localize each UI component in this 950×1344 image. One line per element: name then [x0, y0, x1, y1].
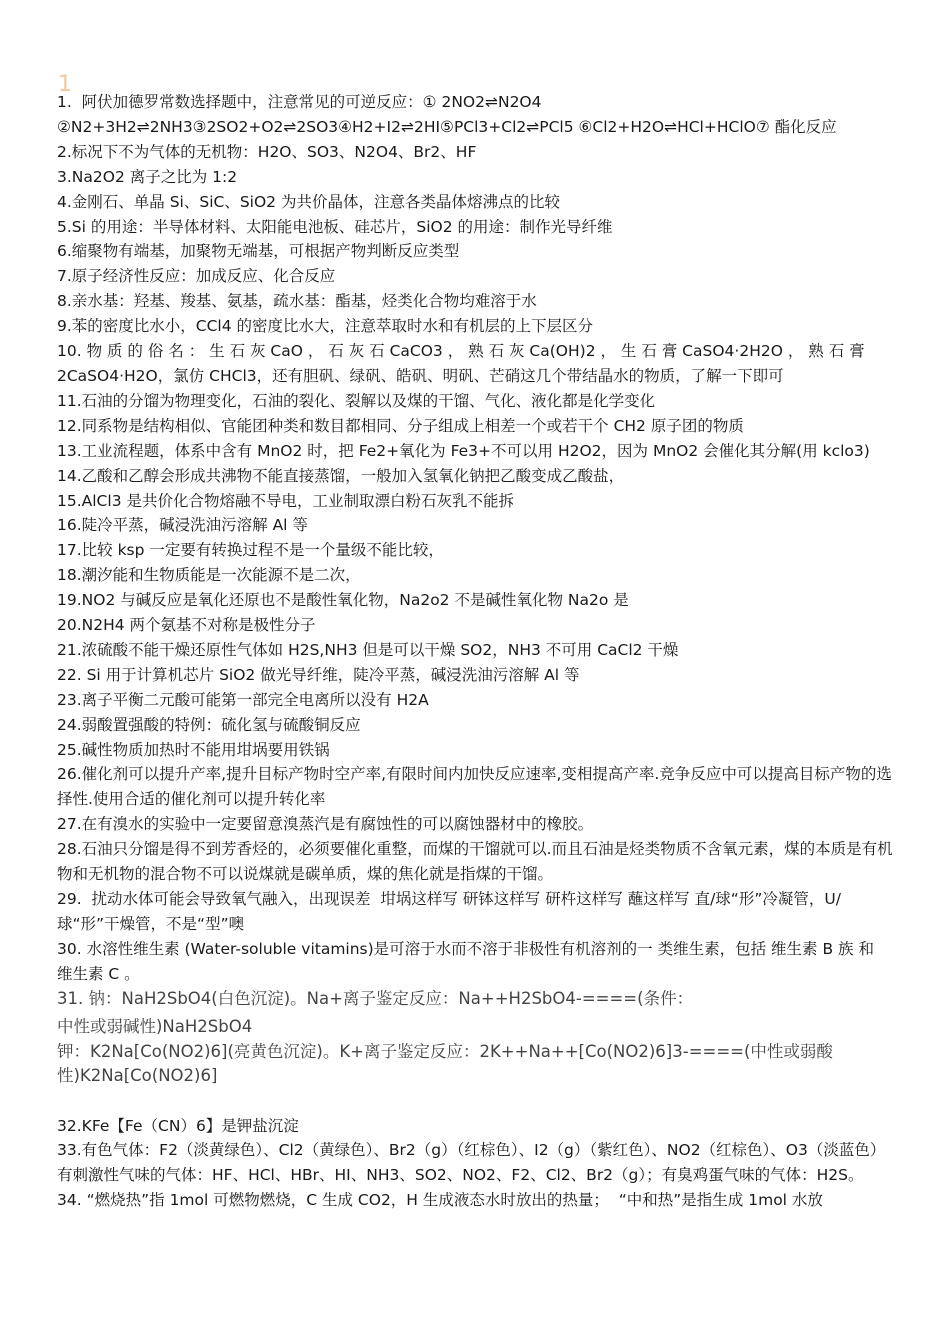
list-item: 31. 钠：NaH2SbO4(白色沉淀)。Na+离子鉴定反应：Na++H2SbO4-====(条件：	[57, 988, 694, 1008]
list-item: 3.Na2O2 离子之比为 1:2	[57, 167, 238, 186]
list-item: 14.乙酸和乙醇会形成共沸物不能直接蒸馏，一般加入氢氧化钠把乙酸变成乙酸盐，	[57, 466, 625, 485]
page-number-mark: 1	[58, 72, 72, 97]
list-item: 钾：K2Na[Co(NO2)6](亮黄色沉淀)。K+离子鉴定反应：2K++Na++[Co(NO2)6]3-====(中性或弱酸性)K2Na[Co(NO2)6]	[57, 1041, 833, 1086]
list-item: 11.石油的分馏为物理变化，石油的裂化、裂解以及煤的干馏、气化、液化都是化学变化	[57, 391, 656, 410]
list-item: 6.缩聚物有端基，加聚物无端基，可根据产物判断反应类型	[57, 242, 460, 261]
list-item: 7.原子经济性反应：加成反应、化合反应	[57, 267, 336, 286]
list-item: 9.苯的密度比水小，CCl4 的密度比水大，注意萃取时水和有机层的上下层区分	[57, 317, 594, 336]
list-item: 18.潮汐能和生物质能是一次能源不是二次，	[57, 566, 361, 585]
list-item: 28.石油只分馏是得不到芳香烃的，必须要催化重整，而煤的干馏就可以.而且石油是烃类物质不含氧元素，煤的本质是有机物和无机物的混合物不可以说煤就是碳单质，煤的焦化就是指煤的干馏。	[57, 840, 893, 884]
notes-list	[57, 90, 893, 1213]
list-item: 33.有色气体：F2（淡黄绿色）、Cl2（黄绿色）、Br2（g）（红棕色）、I2（g）（紫红色）、NO2（红棕色）、O3（淡蓝色）有刺激性气味的气体：HF、HCl、HBr、HI、NH3、SO2、NO2、F2、Cl2、Br2（g）；有臭鸡蛋气味的气体：H2S。	[57, 1141, 886, 1185]
list-item: 10. 物 质 的 俗 名 ： 生 石 灰 CaO ， 石 灰 石 CaCO3 ， 熟 石 灰 Ca(OH)2 ， 生 石 膏 CaSO4·2H2O ， 熟 石 膏 2CaSO4·H2O，氯仿 CHCl3，还有胆矾、绿矾、皓矾、明矾、芒硝这几个带结晶水的物质，了解一下即可	[57, 342, 870, 385]
list-item: 30. 水溶性维生素 (Water-soluble vitamins)是可溶于水而不溶于非极性有机溶剂的一 类维生素，包括 维生素 B 族 和 维生素 C 。	[57, 939, 879, 983]
list-item: 22. Si 用于计算机芯片 SiO2 做光导纤维，陡冷平蒸，碱浸洗油污溶解 Al 等	[57, 665, 580, 684]
list-item: 24.弱酸置强酸的特例：硫化氢与硫酸铜反应	[57, 715, 361, 734]
list-item: 34. “燃烧热”指 1mol 可燃物燃烧，C 生成 CO2，H 生成液态水时放出的热量； “中和热”是指生成 1mol 水放	[57, 1191, 823, 1210]
list-item: 15.AlCl3 是共价化合物熔融不导电，工业制取漂白粉石灰乳不能拆	[57, 491, 514, 510]
list-item: 中性或弱碱性)NaH2SbO4	[57, 1017, 253, 1037]
list-item: 26.催化剂可以提升产率,提升目标产物时空产率,有限时间内加快反应速率,变相提高产率.竞争反应中可以提高目标产物的选择性.使用合适的催化剂可以提升转化率	[57, 765, 892, 809]
list-item: 29. 扰动水体可能会导致氧气融入，出现误差 坩埚这样写 研钵这样写 研杵这样写 蘸这样写 直/球“形”冷凝管，U/球“形”干燥管，不是“型”噢	[57, 890, 841, 933]
list-item: 17.比较 ksp 一定要有转换过程不是一个量级不能比较，	[57, 541, 444, 560]
list-item: 25.碱性物质加热时不能用坩埚要用铁锅	[57, 740, 330, 759]
list-item: 19.NO2 与碱反应是氧化还原也不是酸性氧化物，Na2o2 不是碱性氧化物 Na2o 是	[57, 591, 629, 610]
list-item: 8.亲水基：羟基、羧基、氨基，疏水基：酯基，烃类化合物均难溶于水	[57, 292, 537, 311]
list-item: 1. 阿伏加德罗常数选择题中，注意常见的可逆反应：① 2NO2⇌N2O4 ②N2+3H2⇌2NH3③2SO2+O2⇌2SO3④H2+I2⇌2HI⑤PCl3+Cl2⇌PCl5 ⑥Cl2+H2O⇌HCl+HClO⑦ 酯化反应	[57, 93, 837, 136]
list-item: 4.金刚石、单晶 Si、SiC、SiO2 为共价晶体，注意各类晶体熔沸点的比较	[57, 192, 560, 211]
list-item: 12.同系物是结构相似、官能团种类和数目都相同、分子组成上相差一个或若干个 CH2 原子团的物质	[57, 416, 744, 435]
blank-line	[57, 1089, 893, 1114]
list-item: 13.工业流程题，体系中含有 MnO2 时，把 Fe2+氧化为 Fe3+不可以用 H2O2，因为 MnO2 会催化其分解(用 kclo3)	[57, 441, 870, 460]
list-item: 23.离子平衡二元酸可能第一部完全电离所以没有 H2A	[57, 690, 429, 709]
list-item: 5.Si 的用途：半导体材料、太阳能电池板、硅芯片，SiO2 的用途：制作光导纤维	[57, 217, 613, 236]
list-item: 27.在有溴水的实验中一定要留意溴蒸汽是有腐蚀性的可以腐蚀器材中的橡胶。	[57, 815, 594, 834]
list-item: 21.浓硫酸不能干燥还原性气体如 H2S,NH3 但是可以干燥 SO2，NH3 不可用 CaCl2 干燥	[57, 640, 679, 659]
list-item: 16.陡冷平蒸，碱浸洗油污溶解 Al 等	[57, 516, 308, 535]
list-item: 20.N2H4 两个氨基不对称是极性分子	[57, 616, 316, 635]
list-item: 2.标况下不为气体的无机物：H2O、SO3、N2O4、Br2、HF	[57, 142, 477, 161]
list-item: 32.KFe【Fe（CN）6】是钾盐沉淀	[57, 1116, 299, 1135]
